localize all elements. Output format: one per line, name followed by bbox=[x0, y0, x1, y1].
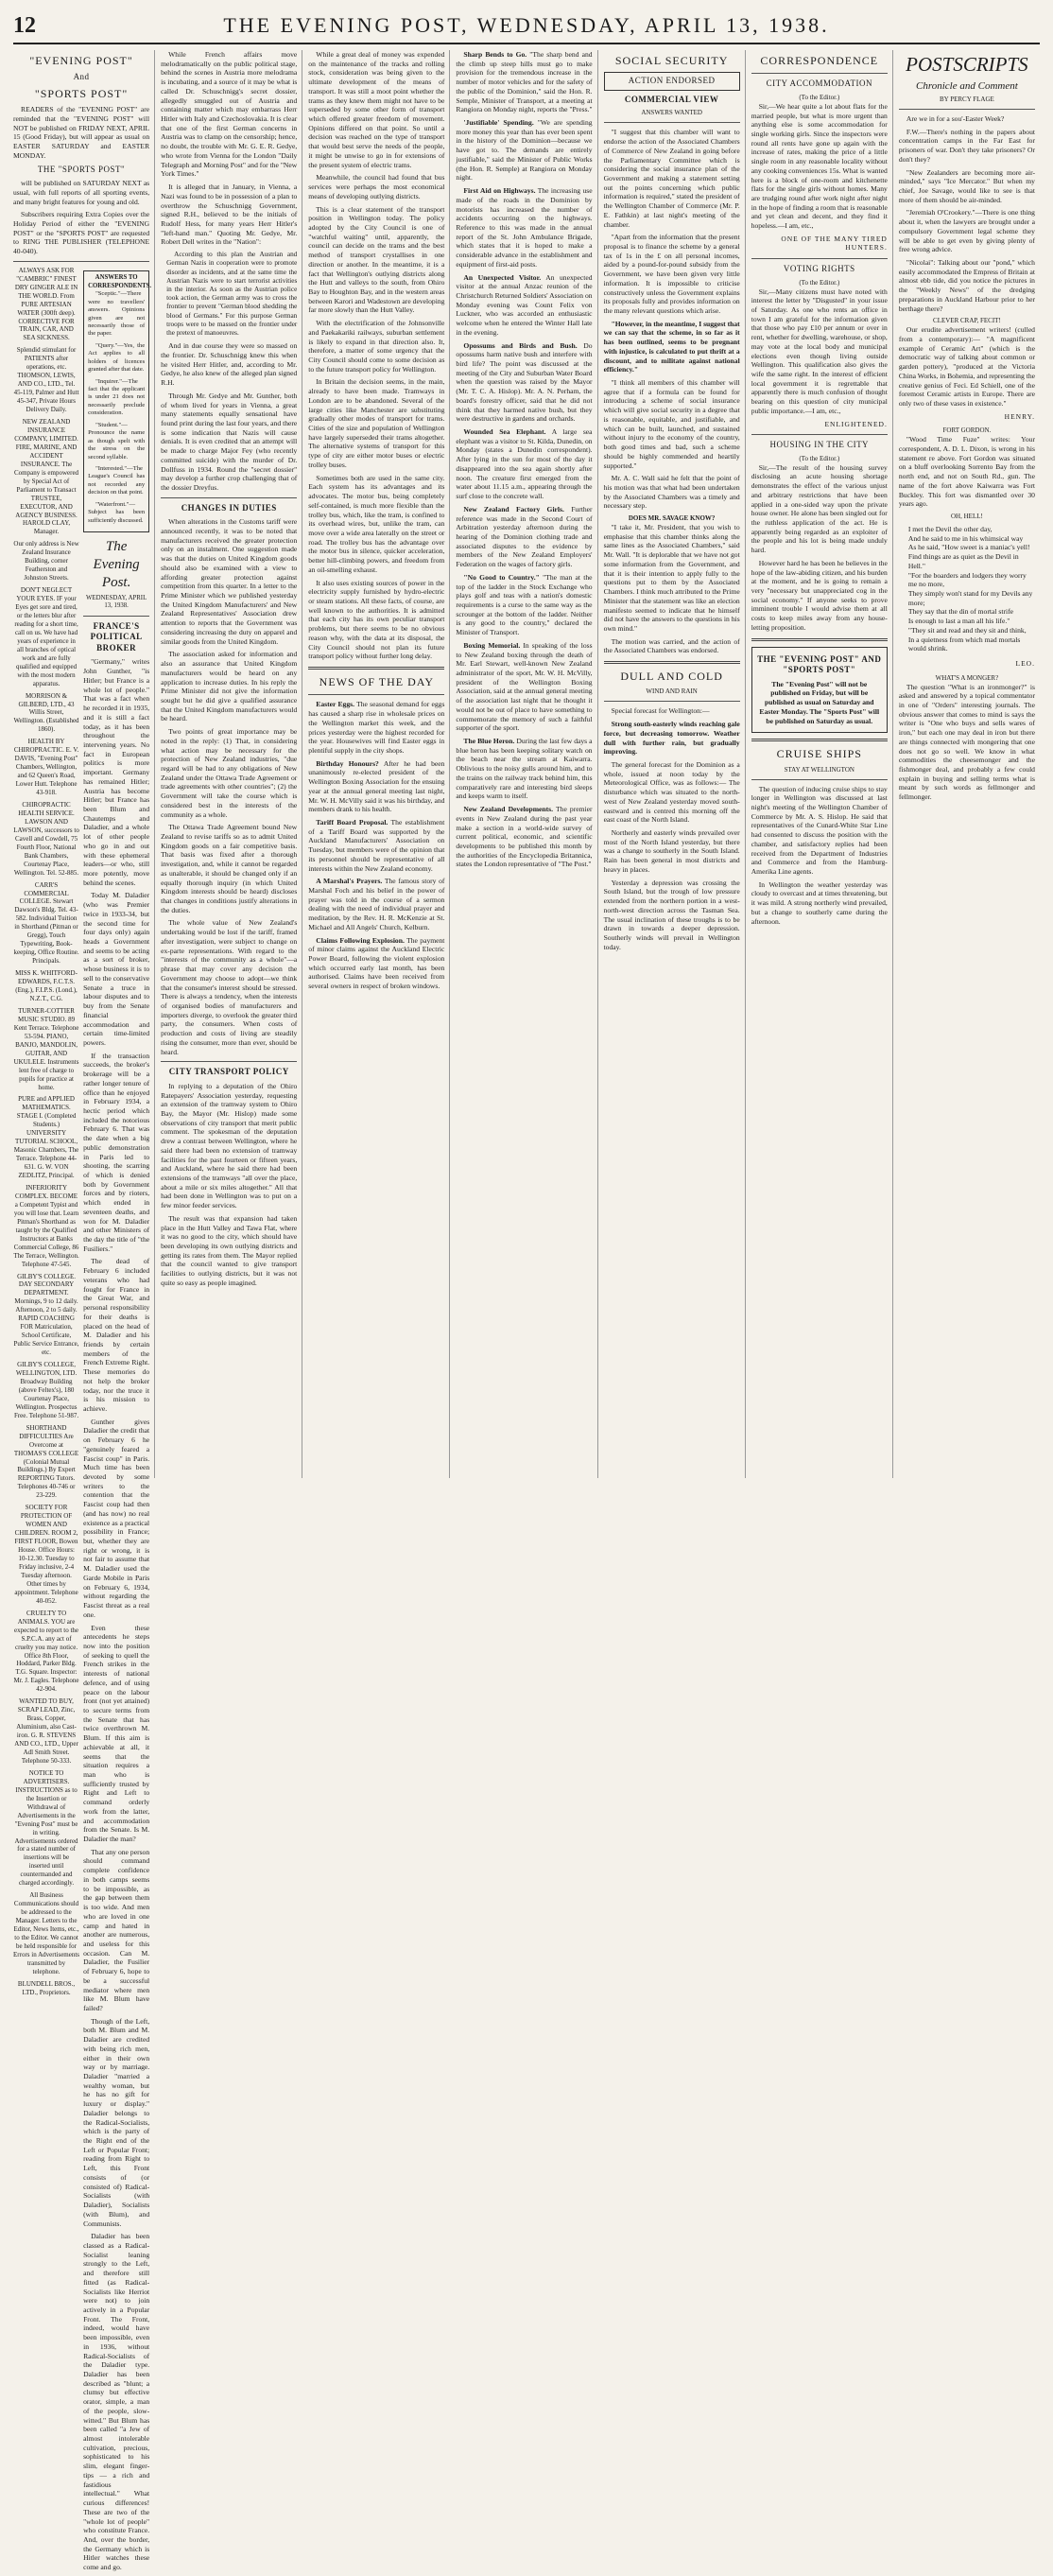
news-item-heading: First Aid on Highways. bbox=[463, 186, 536, 196]
news-item-heading: New Zealand Factory Girls. bbox=[463, 504, 564, 513]
answer: "Inquirer."—The fact that the applicant is under 21 does not necessarily preclude consideration. bbox=[88, 377, 146, 417]
news-item-heading: The Blue Heron. bbox=[463, 737, 515, 746]
article-paragraph: The Ottawa Trade Agreement bound New Zealand to revise tariffs so as to admit United Kingdom goods on a fair competitive basis. That basis was fixed after a thorough investigation, and, while it cannot be regarded as unalterable, it should be changed only if an equally thorough inquiry (in which United Kingdom interests should be heard) discloses that changes in conditions justify alterations in the duties. bbox=[161, 823, 298, 914]
article-paragraph: Sometimes both are used in the same city. Each system has its advantages and its advocates. The motor bus, being completely self-contained, is much more flexible than the trolley bus, which, like the tram, is confined to its overhead wires, but, unlike the tram, can move over a wide area laterally on the street or road. The trolley bus has the advantage over the motor bus in silence, quicker acceleration, better hill-climbing powers, and freedom from an oil-smelling exhaust. bbox=[308, 473, 445, 574]
subscribers-notice: Subscribers requiring Extra Copies over the Holiday Period of either the "EVENING POST" or the "SPORTS POST" are requested to RING THE PUBLISHER (TELEPHONE 40-040). bbox=[13, 210, 150, 256]
ad: Our only address is New Zealand Insurance Building, corner Featherston and Johnston Streets. bbox=[13, 540, 79, 583]
article-paragraph: Mr. A. C. Wall said he felt that the point of his motion was that what had been undertaken by the Associated Chambers was a timely and necessary step. bbox=[603, 474, 740, 511]
editorial-heading: FRANCE'S POLITICAL BROKER bbox=[90, 620, 143, 653]
news-item-heading: New Zealand Developments. bbox=[463, 805, 554, 814]
news-item-heading: An Unexpected Visitor. bbox=[463, 272, 542, 282]
notices-block bbox=[13, 266, 152, 2576]
ad: INFERIORITY COMPLEX. BECOME a Competent Typist and you will lose that. Learn Pitman's Shorthand as taught by the Qualified Instructors at Banks Commercial College, 86 The Terrace, Wellington. Telephone 47-545. bbox=[13, 1183, 79, 1268]
forecast-intro: Special forecast for Wellington:— bbox=[611, 706, 710, 716]
editorial-block bbox=[83, 267, 152, 2576]
news-item-heading: Claims Following Explosion. bbox=[316, 935, 405, 945]
ad: MISS K. WHITFORD-EDWARDS, F.C.T.S. (Eng.), F.I.P.S. (Lond.), N.Z.T., C.G. bbox=[15, 969, 78, 1002]
dsw-subheading: DOES MR. SAVAGE KNOW? bbox=[628, 514, 716, 523]
article-paragraph: While a great deal of money was expended on the maintenance of the tracks and rolling stock, consideration was being given to the ultimate development of the means of transport. It was still a moot point whether the trams as they knew them might not have to be superseded by some other form of transport which offered greater freedom of movement. Opinions differed on that point. So until a decision was reached on the type of transport that would best serve the needs of the people, it might be unwise to go in for extensions of the present system of electric trams. bbox=[308, 50, 445, 169]
item-signature: HENRY. bbox=[1004, 411, 1035, 421]
to-editor: (To the Editor.) bbox=[799, 93, 840, 101]
ad: NOTICE TO ADVERTISERS. INSTRUCTIONS as to the Insertion or Withdrawal of Advertisements in the "Evening Post" must be in writing. Advertisements ordered for a stated number of insertions will be inserted until countermanded and charged accordingly. bbox=[14, 1768, 78, 1888]
article-paragraph: Yesterday a depression was crossing the South Island, but the trough of low pressure extended from the northern portion in a west-north-west direction across the Tasman Sea. The usual inclination of these troughs is to be drawn in towards a deeper depression. Southerly winds will prevail in Wellington today. bbox=[603, 878, 740, 951]
ad: MORRISON & GILBERD, LTD., 43 Willis Street, Wellington. (Established 1860). bbox=[13, 691, 79, 734]
article-paragraph: The whole value of New Zealand's undertaking would be lost if the tariff, framed after investigation, were subject to change on ex-parte representations. With regard to the "interests of the community as a whole"—a phrase that may cover any decision the Government may choose to adopt—we think that the consumer's interest should be stressed. There is always a tendency, when the interests of organised bodies of manufacturers and importers diverge, to overlook the greater third party, the consumers. When costs of production and costs of living are steadily rising the consumer, more than ever, should be heard. bbox=[161, 918, 298, 1056]
editorial-paragraph: Gunther gives Daladier the credit that on February 6 he "genuinely feared a Fascist coup" in Paris. Much time has been devoted by some writers to the contention that the Fascist coup had then (and has now) no real existence as a practical possibility in France; but, whether they are right or wrong, it is not fair to assume that M. Daladier used the Garde Mobile in Paris on February 6, 1934, without regarding the Fascist threat as a real one. bbox=[83, 1417, 150, 1619]
advertisements bbox=[13, 267, 79, 2576]
letter-heading: HOUSING IN THE CITY bbox=[769, 440, 870, 450]
news-item-text: Further reference was made in the Second Court of Arbitration yesterday afternoon during the hearing of the Dominion clothing trade and associated disputes to the evidence by members of the New Zealand Employers' Federation on the wages of factory girls. bbox=[456, 504, 593, 569]
answers-heading: ANSWERS TO CORRESPONDENTS. bbox=[88, 273, 152, 289]
article-paragraph: "I take it, Mr. President, that you wish to emphasise that this chamber thinks along the same lines as the Associated Chambers," said Mr. Wall. "It is deplorable that we have not got some information from the Government, and that it is their intention to apply fully to the questions put to them by the Associated Chambers. I think much attributed to the Prime Minister that the statement was like an election manifesto seemed to indicate that he himself did not have the answers to the questions in his own mind." bbox=[603, 523, 740, 633]
news-item-text: The establishment of a Tariff Board was supported by the Auckland Manufacturers' Association on Tuesday, but members were of the opinion that its personnel should be representative of all interests within the New Zealand economy. bbox=[308, 817, 445, 873]
article-paragraph: The association asked for information and also an assurance that United Kingdom manufacturers would be heard on any application to increase duties. In his reply the Prime Minister did not give the information sought but he did give a qualified assurance that the United Kingdom manufacturers would be heard. bbox=[161, 650, 298, 723]
ad: CRUELTY TO ANIMALS. YOU are expected to report to the S.P.C.A. any act of cruelty you may notice. Office 8th Floor, Hoddard, Parker Bldg. T.G. Square. Inspector: Mr. J. Eagles. Telephone 42-904. bbox=[13, 1609, 79, 1694]
poem-line: I met the Devil the other day, bbox=[907, 524, 993, 533]
article-paragraph: The result was that expansion had taken place in the Hutt Valley and Tawa Flat, where it was no good to the city, which should have been developing its own outlying districts and getting its rates from them. The Mayor replied that the council wanted to give transport facilities to outlying districts, but it was not quite so easy as people imagined. bbox=[161, 1213, 298, 1287]
ad: CARR'S COMMERCIAL COLLEGE. Stewart Dawson's Bldg. Tel. 43-582. Individual Tuition in Shorthand (Pitman or Gregg), Touch Typewriting, Book-keeping, Office Routine. Principals. bbox=[13, 880, 79, 966]
column-1 bbox=[13, 50, 155, 2572]
poem-line: They say that the din of mortal strife bbox=[907, 607, 1013, 617]
news-item-heading: A Marshal's Prayers. bbox=[316, 877, 383, 886]
poem-line: Find things are as quiet as the Devil in Hell." bbox=[907, 552, 1019, 570]
publishing-notice-heading: THE "EVENING POST" AND "SPORTS POST" bbox=[757, 653, 882, 675]
poem-line: Is enough to last a man all his life." bbox=[907, 617, 1010, 626]
dull-and-cold-heading: DULL AND COLD bbox=[620, 670, 723, 684]
postscript-item: "Nicolai": Talking about our "pond," which easily accommodated the Empress of Britain at almost ebb tide, did you notice the pictures in the "Weekly News" of the dredging preparations in Auckland Harbour prior to her berthage there? bbox=[898, 257, 1035, 313]
news-item-text: The famous story of Marshal Foch and his belief in the power of prayer was told in the course of a sermon dealing with the need of individual prayer and meditation, by the Rev. H. R. McKenzie at St. Michael and All Angels' Church, Kelburn. bbox=[308, 877, 445, 931]
ad: NEW ZEALAND INSURANCE COMPANY, LIMITED. FIRE, MARINE, AND ACCIDENT INSURANCE. The Company is empowered by Special Act of Parliament to Transact TRUSTEE, EXECUTOR, AND AGENCY BUSINESS. HAROLD CLAY, Manager. bbox=[14, 418, 79, 536]
article-paragraph: "However, in the meantime, I suggest that we can say that the scheme, in so far as it has been outlined, seems to be pregnant with injustice, is calculated to put thrift at a discount, and to militate against national efficiency." bbox=[603, 319, 740, 374]
ad: ALWAYS ASK FOR "CAMBRIC" FINEST DRY GINGER ALE IN THE WORLD. From PURE ARTESIAN WATER (300ft deep). CORRECTIVE FOR TRAIN, CAR, AND SEA SICKNESS. bbox=[14, 266, 78, 342]
answer: "Waterfront."—Subject has been sufficiently discussed. bbox=[88, 500, 146, 524]
letter-text: Sir,—Many citizens must have noted with interest the letter by "Disgusted" in your issue of Saturday. As one who rents an office in town I am grateful for the information given that those who pay £10 per annum or over in rent, whether for dwelling, warehouse, or shop, may vote at the local body and municipal elections even though living outside Wellington. This qualification also gives the wife the same right. In the interest of efficient local government it is regrettable that apparently there is much confusion of thought bearing on this question of city municipal public importance.—I am, etc., bbox=[751, 287, 888, 415]
column-2 bbox=[161, 50, 302, 1478]
article-paragraph: In Wellington the weather yesterday was cloudy to overcast and at times threatening, but it was mild. A strong northerly wind prevailed, but a change to southerly came during the afternoon. bbox=[751, 879, 888, 926]
holiday-notice: READERS of the "EVENING POST" are reminded that the "EVENING POST" will NOT be published on FRIDAY NEXT, APRIL 15 (Good Friday), but will appear as usual on EASTER SATURDAY and EASTER MONDAY. bbox=[13, 105, 150, 160]
answer: "Sceptic."—There were no travellers' answers. Opinions given are not necessarily those of the paper. bbox=[88, 290, 146, 338]
editorial-paragraph: Daladier has been classed as a Radical-Socialist leaning strongly to the Left, and therefore still fitted (as Radical-Socialists like Herriot were not) to join actively in a Popular Front. The Front, indeed, would have been impossible, even in 1936, without Radical-Socialists of the Daladier type. Daladier has been described as "blunt; a clumsy but effective orator, simple, a man of the people, slow-witted." But Blum has been called "a Jew of almost intolerable cultivation, precious, sophisticated to his slim, elegant finger-tips — a rich and fastidious intellectual." What curious differences! These are two of the "whole lot of people" who constitute France. And, over the border, the Germany which is Hitler watches these come and go. bbox=[83, 2232, 150, 2572]
letter-signature: ENLIGHTENED. bbox=[824, 419, 888, 428]
ad: HEALTH BY CHIROPRACTIC. E. V. DAVIS, "Evening Post" Chambers, Wellington, and 62 Queen's Road, Lower Hutt. Telephone 43-918. bbox=[13, 738, 79, 797]
news-item-heading: Opossums and Birds and Bush. bbox=[463, 340, 578, 350]
news-item-heading: "No Good to Country." bbox=[463, 572, 540, 582]
to-editor: (To the Editor.) bbox=[799, 454, 840, 462]
poem-line: In a quietness from which mad mortals would shrink. bbox=[907, 635, 1021, 653]
editorial-paragraph: "Germany," writes John Gunther, "is Hitler; but France is a whole lot of people." That was a fact when he recorded it in 1935, and it is still a fact today, as it has been throughout the intervening years. No fact in European politics is more important. Germany has remained Hitler; Austria has become Hitler; but France has been Blum and Chautemps and Daladier, and a whole lot of other people who go in and out with these ephemeral leaders—or who, still more potently, move behind the scenes. bbox=[83, 657, 150, 887]
article-paragraph: When alterations in the Customs tariff were announced recently, it was to be noted that manufacturers received the greater protection only on an instalment. One suggestion made was that the duties on United Kingdom goods should also be examined with a view to affording greater protection against competition from this quarter. In a letter to the Prime Minister which we published yesterday the United Kingdom Manufacturers' and New Zealand Representatives' Association drew attention to reports that the Government was considering increasing the duty on apparel and similar goods from the United Kingdom. bbox=[161, 517, 298, 646]
news-item-heading: Easter Eggs. bbox=[316, 700, 354, 709]
paper-date: WEDNESDAY, APRIL 13, 1938. bbox=[86, 594, 147, 610]
editorial-paragraph: Today M. Daladier (who was Premier twice in 1933-34, but the second time for four days only) again heads a Government and seems to be acting as a sort of broker, whose business it is to sell to the conservative Senate a truce in labour disputes and to buy from the Senate financial accommodation and certain time-limited powers. bbox=[83, 891, 150, 1047]
news-item-text: In speaking of the loss to New Zealand boxing through the death of Mr. Earl Stewart, well-known New Zealand administrator of the sport, Mr. W. H. McVilly, president of the Wellington Boxing Association, said at the annual general meeting of the association last night that he thought it would not be out of place to have something to commemorate the memory of such a faithful supporter of the sport. bbox=[456, 640, 593, 733]
article-paragraph: The question of inducing cruise ships to stay longer in Wellington was discussed at last night's meeting of the Wellington Chamber of Commerce by Mr. A. S. Hislop. He said that representatives of the Cunard-White Star Line had consented to discuss the position with the chamber, and satisfactory replies had been received from the Department of Industries and Commerce and from the Hamburg-Amerika Line agents. bbox=[751, 784, 888, 877]
transport-heading: CITY TRANSPORT POLICY bbox=[168, 1067, 289, 1077]
poem-line: As he said, "How sweet is a maniac's yell! bbox=[907, 543, 1030, 552]
columns bbox=[13, 50, 1040, 2572]
poem-line: "For the boarders and lodgers they worry me no more, bbox=[907, 570, 1027, 589]
news-item-text: After he had been unanimously re-elected president of the Wellington Boxing Association for the ensuing year at the annual general meeting last night, Mr. W. H. McVilly said it was his birthday, and members drank to his health. bbox=[308, 758, 445, 814]
social-security-heading: SOCIAL SECURITY bbox=[614, 54, 729, 67]
news-item-text: "The sharp bend and the climb up steep hills must go to make provision for the tremendous increase in the number of motor vehicles and for the safety of the public of the Dominion," said the Hon. R. Semple, Minister of Transport, at a meeting at Rangiora on Monday night, reports the "Press." bbox=[456, 50, 593, 114]
article-paragraph: The general forecast for the Dominion as a whole, issued at noon today by the Meteorological Office, was as follows:— The disturbance which was situated to the north-west of New Zealand yesterday moved south-eastward and is centred this morning off the east coast of the North Island. bbox=[603, 760, 740, 825]
postscript-item: The question "What is an ironmonger?" is asked and answered by a topical commentator in one of "Orders" interesting journals. The obvious answer that comes to mind is says the writer is "One who buys and sells wares of iron," but each one may deal in iron but there are things connected with mongering that one does not go so well. We know in what commodities the cheesemonger and the fishmonger deal, and probably a few could explain in buying and selling terms what is meant by such words as fellmonger and fellmonger. bbox=[898, 682, 1035, 802]
paper-nameplate: The Evening Post. bbox=[93, 539, 140, 591]
letter-text: However hard he has been he believes in the hope of the law-abiding citizen, and his burden at the moment, and he is going to remain a very "necessary but unappreciated cog in the social economy." If anyone seeks to prove imminent trouble I would advise them at all costs to keep miles away from any house-letting proposition. bbox=[751, 558, 888, 632]
ad: GILBY'S COLLEGE. DAY SECONDARY DEPARTMENT. Mornings, 9 to 12 daily. Afternoon, 2 to 5 daily. RAPID COACHING FOR Matriculation, School Certificate, Public Service Entrance, etc. bbox=[13, 1272, 79, 1357]
article-paragraph: "I think all members of this chamber will agree that if a formula can be found for introducing a scheme of social insurance which will give social security in a degree that is reasonable, equitable, and justifiable, and which can be built, launched, and sustained without injury to the economy of the country, both good times and bad, such a scheme should be highly commended and heartily supported." bbox=[603, 378, 740, 470]
item-heading: WHAT'S A MONGER? bbox=[935, 673, 999, 682]
poem-line: "They sit and read and they sit and think, bbox=[907, 625, 1027, 635]
masthead bbox=[13, 13, 1040, 44]
letter-signature: ONE OF THE MANY TIRED HUNTERS. bbox=[781, 234, 888, 252]
postscript-item: Are we in for a sou'-Easter Week? bbox=[906, 113, 1005, 123]
editorial-paragraph: That any one person should command complete confidence in both camps seems to be impossible, as the gap between them is too wide. And men who are loved in one camp and hated in another are numerous, and useless for this occasion. Can M. Daladier, the Fusilier of February 6, hope to be a successful mediator where men like M. Blum have failed? bbox=[83, 1847, 150, 2012]
poem-signature: LEO. bbox=[1015, 659, 1035, 669]
item-heading: CLEVER CRAP, FECIT! bbox=[933, 317, 1001, 325]
sports-post-subheading: THE "SPORTS POST" bbox=[37, 164, 126, 174]
news-item-text: An unexpected visitor at the annual Anzac reunion of the Christchurch Returned Soldiers' Association on Monday evening was Count Felix von Luckner, who was accorded an enthusiastic welcome when he entered the Winter Hall late in the evening. bbox=[456, 272, 593, 337]
editorial-paragraph: Even these antecedents he steps now into the position of seeking to quell the French strikes in the interests of national defence, and of using peace on the labour front (not yet attained) to secure terms from the Senate that has twice overthrown M. Blum. If this aim is achievable at all, it seems that the situation requires a man who is sufficiently trusted by Right and Left to command orderly work from the latter, and accommodation from the Senate. Is M. Daladier the man? bbox=[83, 1623, 150, 1844]
news-item-heading: 'Justifiable' Spending. bbox=[463, 118, 534, 128]
ad: DON'T NEGLECT YOUR EYES. IF your Eyes get sore and tired, or the letters blur after reading for a short time, call on us. We have had years of experience in all branches of optical work and are fully qualified and equipped with the most modern apparatus. bbox=[14, 586, 78, 688]
news-item-text: "The man at the top of the ladder in the Stock Exchange who plays golf and teas with a nation's domestic requirements is a curse to the same way as the scrounger at the bottom of the ladder. Neither is any good to the country," declared the Minister of Transport. bbox=[456, 572, 593, 637]
correspondence-heading: CORRESPONDENCE bbox=[760, 54, 879, 67]
editorial-paragraph: Though of the Left, both M. Blum and M. Daladier are credited with being rich men, either in their own way or by marriage. Daladier "married a wealthy woman, but he has no gift for luxury or display." Daladier belongs to the Radical-Socialists, which is the party of the Right end of the Left or Popular Front; reading from Right to Left, this Front consists of (or consisted of) Radical-Socialists (with Daladier), Socialists (with Blum), and Communists. bbox=[83, 2016, 150, 2228]
postscript-item: "Wood Time Fuze" writes: Your correspondent, A. D. L. Dixon, is wrong in his statement re above. Fort Gordon was situated on a bluff overlooking Sorrento Bay from the north end, and not on South Rd., gun. The name of the fort above Kaiwarra was Fort Buckley. This fort was dismantled over 30 years ago. bbox=[898, 435, 1035, 509]
postscripts-heading: POSTSCRIPTS bbox=[906, 53, 1028, 76]
column-4 bbox=[456, 50, 597, 1478]
poem bbox=[908, 525, 1035, 653]
postscript-item: F.W.—There's nothing in the papers about concentration camps in the Far East for prisoners of war. Don't they take prisoners? Or don't they? bbox=[898, 127, 1035, 164]
answer: "Query."—Yes, the Act applies to all holders of licences granted after that date. bbox=[88, 341, 146, 374]
postscript-item: Our erudite advertisement writers! (culled from a contemporary):— "A magnificent example of Ceramic Art" (which is the democratic way of talking about common or garden pottery), "produced at the Victoria China Works, in Bohemia, and representing the creative genius of Feci. Ed Schiell, one of the foremost Ceramic artists in Europe. There are only two of these vases in existence." bbox=[898, 325, 1035, 408]
news-item-heading: Boxing Memorial. bbox=[463, 640, 521, 650]
news-item-text: During the last few days a blue heron has been keeping solitary watch on the beach near the stream at Kaiwarra. Oblivious to the noisy gulls around him, and to the trains on the railway track behind him, this comparatively rare and interesting bird sleeps and keeps warm to itself. bbox=[456, 737, 593, 801]
ad: WANTED TO BUY, SCRAP LEAD, Zinc, Brass, Copper, Aluminium, also Cast-iron. G. R. STEVENS AND CO., LTD., Upper Adl Smith Street. Telephone 50-333. bbox=[14, 1697, 78, 1765]
article-paragraph: Northerly and easterly winds prevailed over most of the North Island yesterday, but there was a change to southerly in the South Island. Rain has been general in most districts and heavy in places. bbox=[603, 828, 740, 874]
answers-wanted-subheading: ANSWERS WANTED bbox=[641, 109, 702, 117]
answer: "Student."—Pronounce the name as though spelt with the stress on the second syllable. bbox=[88, 421, 146, 461]
postscript-item: "New Zealanders are becoming more air-minded," says "Ice Mercator." But when my chief, Joe Savage, would like to see is that more of them should be air-minded. bbox=[898, 167, 1035, 204]
poem-heading: OH, HELL! bbox=[951, 513, 983, 520]
article-paragraph: In replying to a deputation of the Ohiro Ratepayers' Association yesterday, requesting an extension of the tramway system to Ohiro Bay, the Mayor (Mr. Hislop) made some observations of city transport that merit public comment. The spokesman of the deputation drew a contrast between Wellington, where he said there had been no extension of tramway facilities for the past fourteen or fifteen years, and Auckland, where he said there had been extensions of the tramways "all over the place, about a mile or six miles altogether." All that had been done in Wellington was to put on a few minor feeder services. bbox=[161, 1081, 298, 1210]
letter-text: Sir,—We hear quite a lot about flats for the married people, but what is more urgent than anything else is some accommodation for single working girls. Since the inspectors were round all rents have gone up again with the increase of rates, making the price of a little single room in any reasonable locality without any cooking conveniences 15s. What is wanted here is a block of one-room and kitchenette flats for the single girls without homes. Many are trudging round after work night after night in the hope of finding a room that is reasonable and yet clean and decent, and they find it hopeless.—I am, etc., bbox=[751, 101, 888, 231]
cruise-ships-heading: CRUISE SHIPS bbox=[776, 747, 862, 761]
duties-heading: CHANGES IN DUTIES bbox=[181, 502, 277, 513]
answer: "Interested."—The League's Council has not recorded any decision on that point. bbox=[88, 464, 146, 496]
cruise-subheading: STAY AT WELLINGTON bbox=[784, 765, 854, 774]
article-paragraph: It is alleged that in January, in Vienna, a Nazi was found to be in possession of a plan to overthrow the Schuschnigg Government, signed R.H., believed to be the initials of Rudolf Hess, for many years Herr Hitler's "left-hand man." Quoting Mr. Gedye, Mr. Robert Dell writes in the "Nation": bbox=[161, 183, 298, 247]
news-item-text: The premier events in New Zealand during the past year make a section in a world-wide survey of current political, economic, and scientific developments to be published this month by the authorities of the Encyclopedia Britannica, states the London representative of "The Post." bbox=[456, 805, 593, 869]
forecast-text: Strong south-easterly winds reaching gale force, but decreasing tomorrow. Weather dull with further rain, but gradually improving. bbox=[603, 720, 740, 757]
article-paragraph: Through Mr. Gedye and Mr. Gunther, both of whom lived for years in Vienna, a great many statements equally sensational have found print during the last four years, and there is some indication that Nazis will cause denials. It is even credited that an attempt will be made to charge Major Fey (who recently committed suicide) with the murder of Dr. Dollfuss in 1934. Round the "secret dossier" may develop a further crop challenging that of the dossier Dreyfus. bbox=[161, 391, 298, 493]
news-item-text: Do opossums harm native bush and interfere with bird life? The point was discussed at the meeting of the City and Suburban Water Board when the question was raised by the Mayor (Mr. T. C. A. Hislop). Mr. A. N. Perham, the board's forestry officer, said that he did not think that they harmed native bush, but they were destructive in gardens and orchards. bbox=[456, 340, 593, 424]
article-paragraph: Two points of great importance may be noted in the reply: (1) That, in considering what action may be necessary for the protection of New Zealand industries, "due regard will be had to any obligations of New Zealand under the Ottawa Trade Agreement or trade agreements with other countries"; (2) the Government will take the course which is considered best in the interests of the community as a whole. bbox=[161, 727, 298, 819]
news-item-text: The increasing use made of the roads in the Dominion by motorists has increased the number of accidents occurring on the highways. Reference to this was made in the annual report of the St. John Ambulance Brigade, which states that it is hoped to make a considerable advance in the establishment and equipment of first-aid posts. bbox=[456, 186, 593, 269]
news-item-text: A large sea elephant was a visitor to St. Kilda, Dunedin, on Monday (states a Dunedin correspondent). After lying in the sun for most of the day it disappeared into the sea again shortly after noon. The creature first emerged from the water about 11.15 a.m., appearing through the surf close to the concrete wall. bbox=[456, 427, 593, 501]
ad: All Business Communications should be addressed to the Manager. Letters to the Editor, News Items, etc., to the Editor. We cannot be held responsible for Errors in Advertisements transmitted by telephone. bbox=[13, 1891, 80, 1976]
ad: PURE and APPLIED MATHEMATICS. STAGE I. (Completed Students.) UNIVERSITY TUTORIAL SCHOOL, Masonic Chambers, The Terrace. Telephone 44-631. G. W. VON ZEDLITZ, Principal. bbox=[13, 1095, 79, 1180]
publishing-notice-text: The "Evening Post" will not be published on Friday, but will be published as usual on Saturday and Easter Monday. The "Sports Post" will be published on Saturday as usual. bbox=[759, 679, 880, 725]
sports-post-heading: "SPORTS POST" bbox=[34, 86, 129, 100]
article-paragraph: Meanwhile, the council had found that bus services were perhaps the most economical means of developing outlying districts. bbox=[308, 173, 445, 200]
news-item-heading: Tariff Board Proposal. bbox=[316, 817, 388, 827]
ad: SOCIETY FOR PROTECTION OF WOMEN AND CHILDREN. ROOM 2, FIRST FLOOR, Bowen House. Office Hours: 10-12.30. Tuesday to Friday inclusive, 2-4 Tuesday afternoon. Other times by appointment. Telephone 40-052. bbox=[14, 1504, 78, 1605]
sports-notice: will be published on SATURDAY NEXT as usual, with full reports of all sporting events, and many bright features for young and old. bbox=[13, 179, 150, 206]
article-paragraph: And in due course they were so massed on the frontier. Dr. Schuschnigg knew this when he visited Herr Hitler, and, according to Mr. Gedye, he also knew of the alleged plan signed R.H. bbox=[161, 341, 298, 388]
news-item-text: The payment of minor claims against the Auckland Electric Power Board, following the violent explosion which occurred early last month, has been authorised. Claims have been received from several owners in respect of broken windows. bbox=[308, 935, 445, 991]
article-paragraph: "I suggest that this chamber will want to endorse the action of the Associated Chambers of Commerce of New Zealand in going before the Parliamentary Committee which is considering the social insurance plan of the Government and making a statement setting out the points concerning which public information is required," stated the president of the Wellington Chamber of Commerce (Mr. P. E. Fathkin) at last night's meeting of the chamber. bbox=[603, 128, 740, 229]
letter-heading: VOTING RIGHTS bbox=[783, 264, 855, 274]
quoted-paragraph: According to this plan the Austrian and German Nazis in cooperation were to promote disorder as incidents, and at the same time the Austrian Nazis were to start terrorist activities in the interior. As soon as the Austrian police took action, the German army was to cross the frontier to prevent "German blood shedding the blood of Germans." For this purpose German troops were to be massed on the frontier under the pretext of manoeuvres. bbox=[166, 251, 298, 338]
article-paragraph: It also uses existing sources of power in the electricity supply furnished by hydro-electric or steam stations. All these facts, of course, are well known to the authorities. It is admitted that each city has its own peculiar transport problems, but there seems to be no obvious reason why, with the data at its disposal, the City Council should not plan its future transport policy without further long delay. bbox=[308, 578, 445, 661]
article-paragraph: "Apart from the information that the present proposal is to finance the scheme by a general tax of 1s in the £ on all personal incomes, aided by a pound-for-pound subsidy from the Government, we have been given very little information. It is impossible to criticise constructively unless the Government explains its proposals fully and provides information on the many relevant questions which arise. bbox=[603, 233, 740, 315]
column-3 bbox=[308, 50, 450, 1478]
news-item-heading: Wounded Sea Elephant. bbox=[463, 427, 546, 437]
column-7 bbox=[899, 50, 1040, 1478]
and-word: And bbox=[73, 72, 90, 82]
news-item-text: The seasonal demand for eggs has caused a sharp rise in wholesale prices on the Wellington market this week, and the prices yesterday were the highest recorded for the year. Housewives will find Easter eggs in plentiful supply in the city shops. bbox=[308, 700, 445, 755]
postscript-item: "Jeremiah O'Crookery."—There is one thing about it, when the lawyers are brought under a compulsory Government legal scheme they will be able to get even by giving plenty of free wrong advice. bbox=[898, 208, 1035, 254]
article-paragraph: This is a clear statement of the transport position in Wellington today. The policy adopted by the City Council is one of "watchful waiting" until, apparently, the council can decide on the trams and the best method of transport crystallises in one direction or another. In the meantime, it is a fact that Wellington's outlying districts along the Hutt and valleys to the south, from Ohiro Bay to Houghton Bay, and in the western areas between Karori and Wadestown are developing far more slowly than the Hutt Valley. bbox=[308, 204, 445, 315]
commercial-view-heading: COMMERCIAL VIEW bbox=[624, 94, 719, 104]
ad: BLUNDELL BROS., LTD., Proprietors. bbox=[17, 1979, 76, 1996]
article-paragraph: With the electrification of the Johnsonville and Paekakariki railways, suburban settlement is likely to expand in that direction also. It, therefore, a matter of some urgency that the City Council should come to some decision as to the future transport policy for Wellington. bbox=[308, 319, 445, 374]
editorial-paragraph: If the transaction succeeds, the broker's brokerage will be a rather longer tenure of office than he enjoyed in February 1934, a hectic period which included the notorious February 6. That was the date when a big public demonstration in Paris led to shooting, the scarring of which is denied both by Government forces and by rioters, which ended in seventeen deaths, and won for M. Daladier and other Ministers of the day the title of "the Fusiliers." bbox=[83, 1051, 150, 1253]
item-heading: FORT GORDON. bbox=[942, 426, 992, 435]
editorial-paragraph: The dead of February 6 included veterans who had fought for France in the Great War, and personal responsibility for their deaths is placed on the head of M. Daladier and his friends by certain members of the French Extreme Right. These memories do not help the broker today, nor the truce it is his mission to achieve. bbox=[83, 1257, 150, 1413]
wind-and-rain-subheading: WIND AND RAIN bbox=[646, 688, 698, 696]
letter-text: Sir,—The result of the housing survey disclosing an acute housing shortage demonstrates the effect of the various unjust and arbitrary restrictions that have been applied in a one-sided way upon the private house owner. He alone has been singled out for the ruthless application of the act. He is apparently being regarded as an exploiter of the people and his lot is being made unduly hard. bbox=[751, 462, 888, 555]
byline: BY PERCY FLAGE bbox=[940, 95, 994, 103]
news-of-the-day-heading: NEWS OF THE DAY bbox=[319, 675, 435, 688]
ad: GILBY'S COLLEGE, WELLINGTON, LTD. Broadway Building (above Feltex's), 180 Courtenay Place, Wellington. Prospectus Free. Telephone 51-987. bbox=[13, 1361, 79, 1419]
masthead-title: THE EVENING POST, WEDNESDAY, APRIL 13, 1938. bbox=[223, 13, 830, 37]
letter-heading: CITY ACCOMMODATION bbox=[766, 78, 872, 89]
action-endorsed-subheading: ACTION ENDORSED bbox=[604, 72, 740, 91]
news-item-heading: Sharp Bends to Go. bbox=[463, 50, 527, 59]
column-6 bbox=[751, 50, 893, 1478]
poem-line: They simply won't stand for my Devils any more; bbox=[907, 588, 1033, 607]
article-paragraph: In Britain the decision seems, in the main, already to have been made. Tramways in London are to be abandoned. Several of the large cities like Manchester are substituting gradually other modes of transport for trams. Cities of the size and population of Wellington have largely superseded their trams altogether. The alternative systems of transport for this type of city are either motor buses or electric trolley buses. bbox=[308, 377, 445, 469]
postscripts-subheading: Chronicle and Comment bbox=[916, 79, 1018, 92]
publishing-notice-box bbox=[751, 647, 888, 734]
ad: SHORTHAND DIFFICULTIES Are Overcome at THOMAS'S COLLEGE (Colonial Mutual Buildings.) By Expert REPORTING Tutors. Telephones 40-746 or 23-229. bbox=[13, 1423, 79, 1500]
column-5 bbox=[604, 50, 746, 1478]
to-editor: (To the Editor.) bbox=[799, 278, 840, 287]
answers-box bbox=[83, 270, 152, 532]
poem-line: And he said to me in his whimsical way bbox=[907, 533, 1024, 543]
ad: TURNER-COTTIER MUSIC STUDIO. 89 Kent Terrace. Telephone 53-594. PIANO, BANJO, MANDOLIN, GUITAR, AND UKULELE. Instruments lent free of charge to pupils for practice at home. bbox=[13, 1006, 79, 1091]
ad: CHIROPRACTIC HEALTH SERVICE. LAWSON AND LAWSON, successors to Cavell and Cowdell, 75 Fourth Floor, National Bank Chambers, Courtenay Place, Wellington. Tel. 52-885. bbox=[13, 801, 79, 877]
evening-post-heading: "EVENING POST" bbox=[29, 54, 133, 67]
ad: Splendid stimulant for PATIENTS after operations, etc. THOMSON, LEWIS, AND CO., LTD., Tel. 45-119, Palmer and Hutt 45-347, Private Hours Delivery Daily. bbox=[13, 346, 79, 414]
article-paragraph: The motion was carried, and the action of the Associated Chambers was endorsed. bbox=[603, 636, 740, 655]
article-paragraph: While French affairs move melodramatically on the public political stage, behind the scenes in Austria more melodrama is incubating, and a source of it may be what is called Dr. Schuschnigg's secret dossier, allegedly smuggled out of Austria and containing matter which may embarrass Herr Hitler with Italy and Czechoslovakia. It is clear that one of the first German concerns in Austria was to clamp on the censorship; hence, no doubt, the trouble with Mr. G. E. R. Gedye, who wrote from Vienna for the London "Daily Telegraph and Morning Post" and for the "New York Times." bbox=[161, 50, 298, 179]
news-item-heading: Birthday Honours? bbox=[316, 758, 379, 768]
page-number: 12 bbox=[13, 13, 36, 38]
news-item-text: "We are spending more money this year than has ever been spent in the history of the Dominion—because we have got to. The demands are entirely justifiable," said the Minister of Public Works (the Hon. R. Semple) at Rangiora on Monday night. bbox=[456, 118, 593, 183]
